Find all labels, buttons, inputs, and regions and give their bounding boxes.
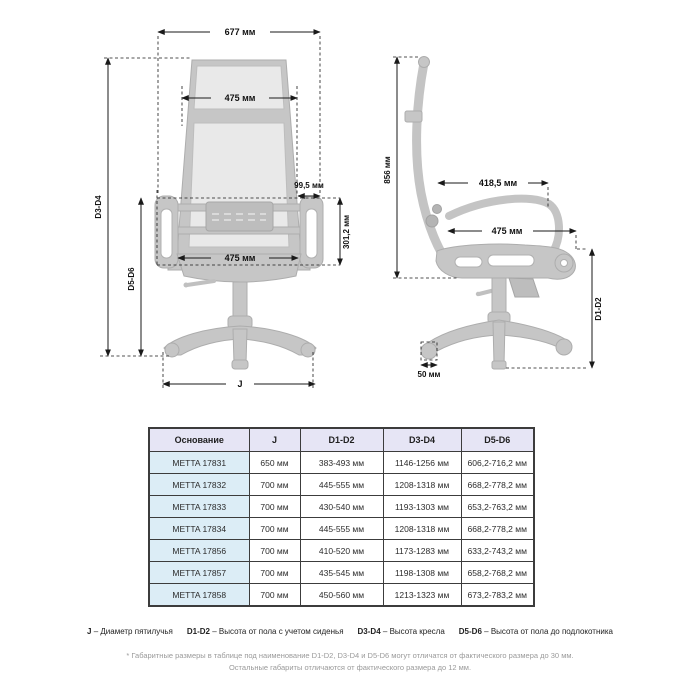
cell-d5-d6: 673,2-783,2 мм [461, 584, 534, 607]
cell-d1-d2: 445-555 мм [300, 518, 383, 540]
table-row [149, 452, 534, 474]
dim-front-side-offset: 99,5 мм [294, 181, 324, 190]
legend-item-d1-d2 [187, 627, 344, 636]
legend-key: D1-D2 [186, 627, 210, 636]
cell-foundation: METTA 17833 [149, 496, 249, 518]
base-center-foot [492, 361, 506, 369]
base-center-foot [232, 360, 248, 369]
cell-d1-d2: 410-520 мм [300, 540, 383, 562]
legend-item-d5-d6 [459, 627, 613, 636]
legend-item-d3-d4 [358, 627, 445, 636]
tilt-lever-tip [184, 283, 189, 288]
table-row [149, 562, 534, 584]
cell-j: 700 мм [249, 496, 300, 518]
legend-key: D5-D6 [458, 627, 482, 636]
cell-d3-d4: 1198-1308 мм [383, 562, 461, 584]
backrest-beam [417, 63, 453, 270]
cell-d3-d4: 1208-1318 мм [383, 474, 461, 496]
footnote-line-2: Остальные габариты отличаются от фактического размера до 12 мм. [228, 663, 472, 672]
cell-foundation: METTA 17858 [149, 584, 249, 607]
cell-foundation: METTA 17832 [149, 474, 249, 496]
seat-front-lip-hole [561, 260, 568, 267]
cell-d5-d6: 668,2-778,2 мм [461, 518, 534, 540]
dim-side-backrest-height: 856 мм [383, 156, 392, 184]
cell-j: 700 мм [249, 584, 300, 607]
adjustment-knob [426, 215, 438, 227]
col-header-foundation: Основание [149, 428, 249, 452]
cell-d3-d4: 1208-1318 мм [383, 518, 461, 540]
lumbar-pad [206, 202, 273, 231]
dim-front-armrest-height: 301,2 мм [342, 214, 351, 250]
caster-right [556, 339, 572, 355]
table-row [149, 474, 534, 496]
cell-foundation: METTA 17856 [149, 540, 249, 562]
cell-d5-d6: 633,2-743,2 мм [461, 540, 534, 562]
legend-key: J [87, 627, 92, 636]
cell-d1-d2: 430-540 мм [300, 496, 383, 518]
cell-j: 700 мм [249, 540, 300, 562]
caster-left [165, 343, 179, 357]
base-center-leg [493, 322, 505, 365]
cell-d1-d2: 450-560 мм [300, 584, 383, 607]
legend-desc: – Высота от пола до подлокотника [484, 627, 613, 636]
table-row [149, 540, 534, 562]
backrest-beam-top [419, 57, 430, 68]
table-row [149, 518, 534, 540]
table-header-row [149, 428, 534, 452]
dim-front-seat-width: 475 мм [224, 253, 256, 263]
side-view [383, 57, 603, 380]
dim-side-seat-height: D1-D2 [594, 297, 603, 321]
base-center-leg [233, 329, 247, 364]
dim-front-overall-width: 677 мм [224, 27, 256, 37]
tilt-lever-tip [476, 292, 480, 296]
col-header-d5-d6: D5-D6 [461, 428, 534, 452]
cell-foundation: METTA 17834 [149, 518, 249, 540]
seat-slot [488, 255, 534, 266]
armrest-right-slot [306, 209, 317, 258]
armrest-left-slot [161, 209, 172, 258]
dimensions-table [148, 427, 535, 607]
legend-item-j [87, 627, 173, 636]
legend-key: D3-D4 [357, 627, 381, 636]
cell-d1-d2: 445-555 мм [300, 474, 383, 496]
cell-j: 700 мм [249, 474, 300, 496]
footnote [0, 650, 700, 674]
dim-front-floor-to-armrest: D5-D6 [127, 267, 136, 291]
cell-d3-d4: 1146-1256 мм [383, 452, 461, 474]
cell-d5-d6: 606,2-716,2 мм [461, 452, 534, 474]
tilt-lever [187, 281, 214, 285]
cell-d3-d4: 1213-1323 мм [383, 584, 461, 607]
cell-d1-d2: 435-545 мм [300, 562, 383, 584]
cell-d5-d6: 653,2-763,2 мм [461, 496, 534, 518]
frame-tab [405, 111, 422, 122]
footnote-line-1: * Габаритные размеры в таблице под наименование D1-D2, D3-D4 и D5-D6 могут отличатся от фактического размера до 30 мм. [126, 651, 574, 660]
dim-side-armrest-depth: 418,5 мм [478, 178, 518, 188]
tilt-mechanism [509, 278, 539, 297]
dim-side-caster-size: 50 мм [417, 370, 441, 379]
cell-d3-d4: 1193-1303 мм [383, 496, 461, 518]
cell-j: 650 мм [249, 452, 300, 474]
cell-foundation: METTA 17831 [149, 452, 249, 474]
caster-left [421, 343, 437, 359]
legend [0, 627, 700, 636]
col-header-j: J [249, 428, 300, 452]
legend-desc: – Высота от пола с учетом сиденья [212, 627, 344, 636]
front-view [94, 27, 351, 390]
legend-desc: – Диаметр пятилучья [93, 627, 173, 636]
cell-d5-d6: 658,2-768,2 мм [461, 562, 534, 584]
col-header-d1-d2: D1-D2 [300, 428, 383, 452]
dim-front-base-diameter: J [237, 379, 243, 389]
cell-d5-d6: 668,2-778,2 мм [461, 474, 534, 496]
cell-j: 700 мм [249, 562, 300, 584]
cell-d3-d4: 1173-1283 мм [383, 540, 461, 562]
table-row [149, 496, 534, 518]
dim-front-chair-height: D3-D4 [94, 195, 103, 219]
seat-slot [455, 257, 482, 267]
legend-desc: – Высота кресла [382, 627, 445, 636]
dim-front-backrest-width: 475 мм [224, 93, 256, 103]
adjustment-knob [433, 205, 442, 214]
col-header-d3-d4: D3-D4 [383, 428, 461, 452]
table-row [149, 584, 534, 607]
dim-side-seat-depth: 475 мм [491, 226, 523, 236]
cell-j: 700 мм [249, 518, 300, 540]
cell-d1-d2: 383-493 мм [300, 452, 383, 474]
cell-foundation: METTA 17857 [149, 562, 249, 584]
